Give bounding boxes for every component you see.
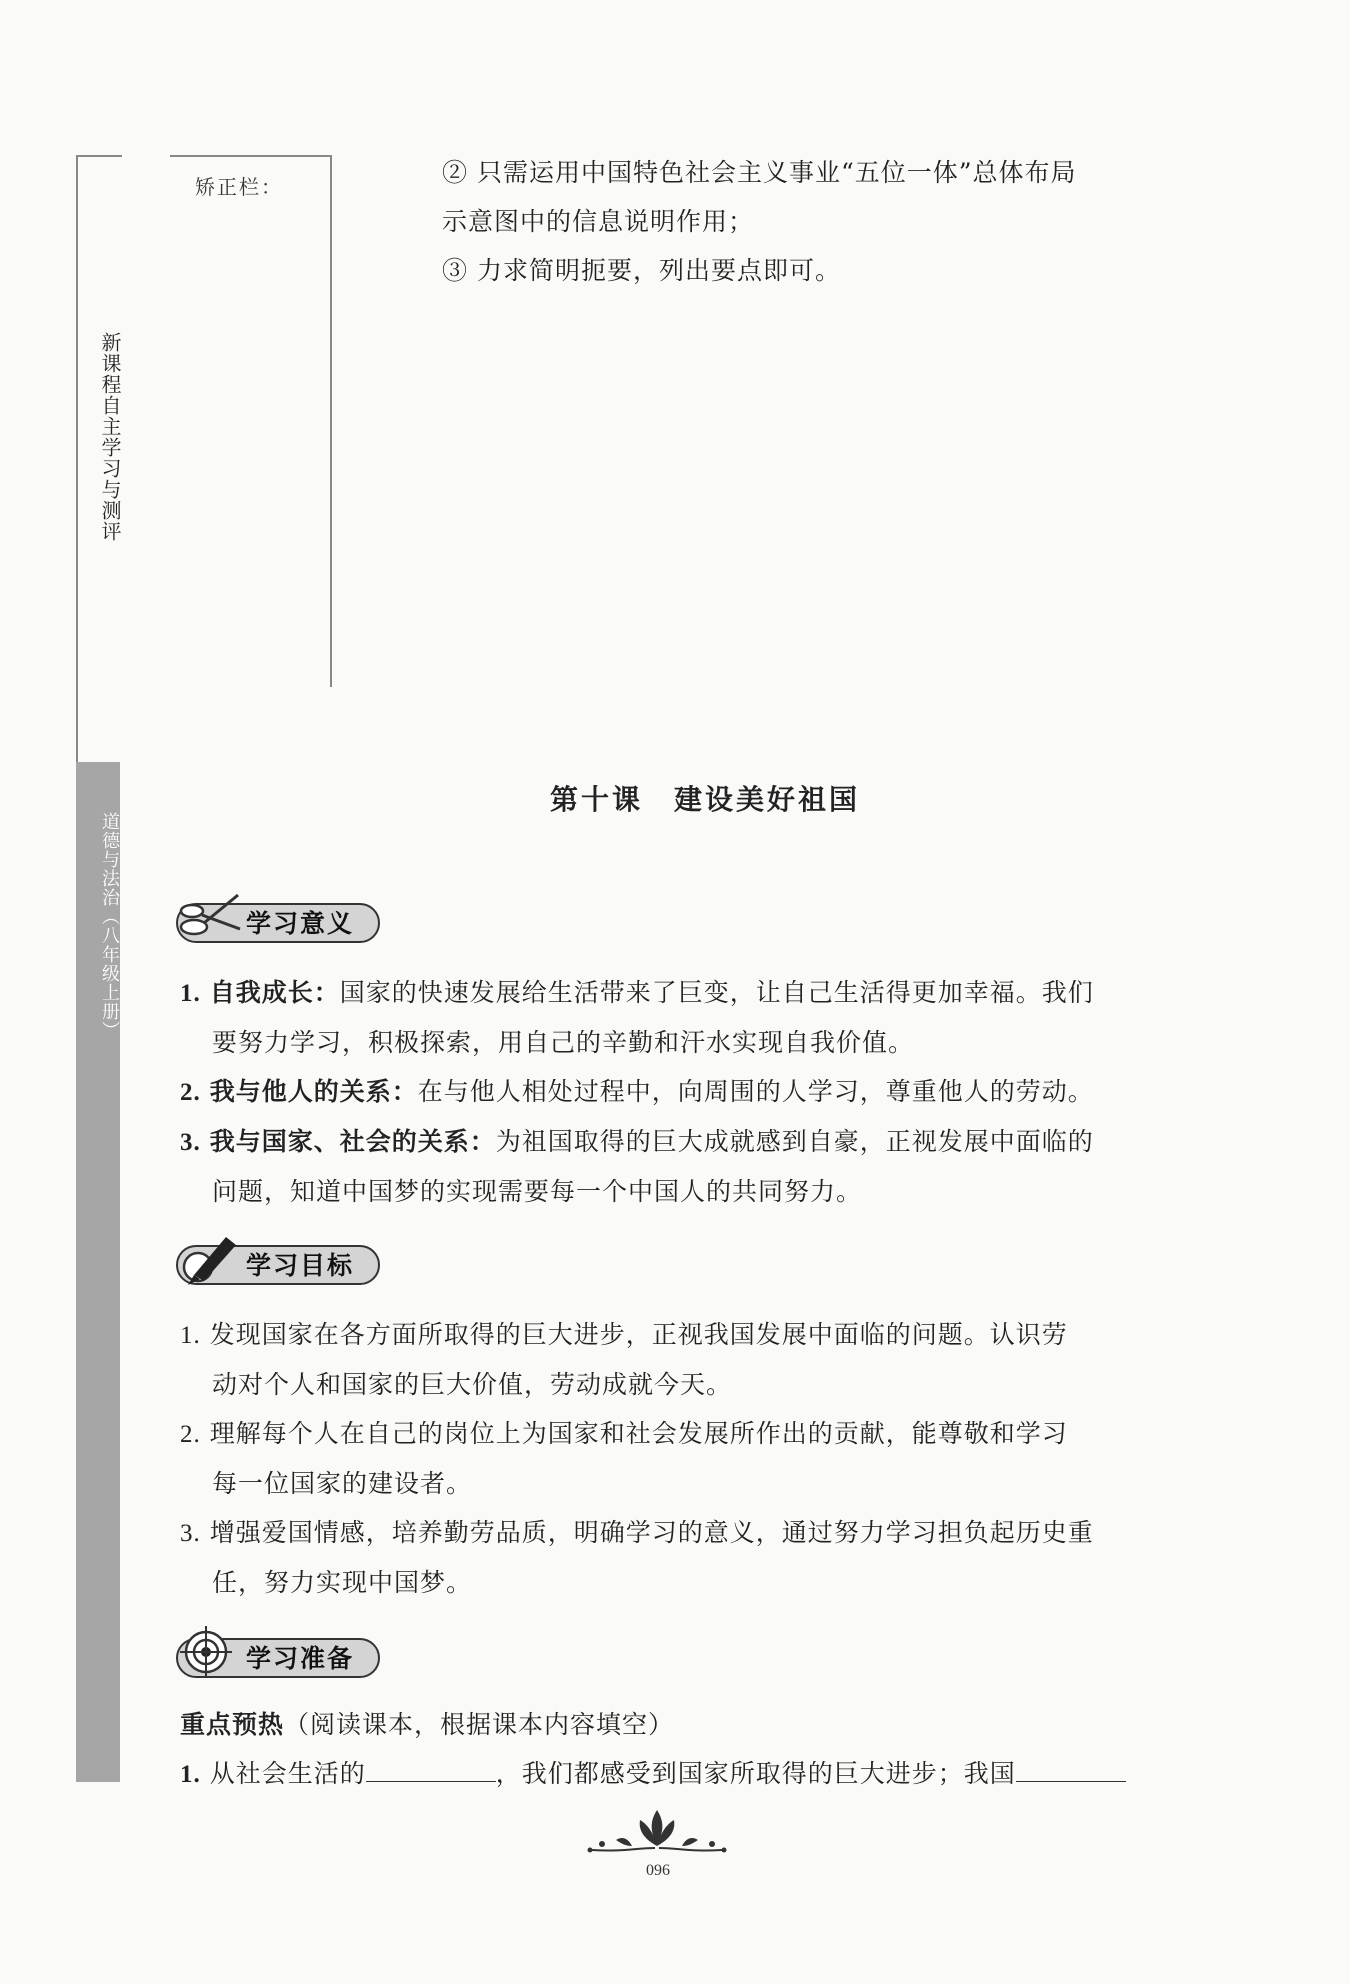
scissors-icon	[176, 889, 246, 945]
target-icon	[176, 1624, 246, 1680]
top-line-1: ② 只需运用中国特色社会主义事业“五位一体”总体布局	[442, 158, 1077, 187]
page-number: 096	[646, 1862, 670, 1879]
prep-item-1: 1. 从社会生活的 ，我们都感受到国家所取得的巨大进步；我国	[180, 1749, 1140, 1799]
correction-label: 矫正栏：	[195, 175, 283, 199]
list-item-continuation: 每一位国家的建设者。	[212, 1469, 473, 1498]
floral-ornament-icon	[582, 1806, 732, 1862]
section-header-goals	[176, 1237, 386, 1287]
list-item-continuation: 要努力学习，积极探索，用自己的辛勤和汗水实现自我价值。	[212, 1028, 915, 1057]
section-header-prep	[176, 1630, 386, 1680]
lesson-title: 第十课 建设美好祖国	[549, 783, 860, 816]
prep-subheading: 重点预热（阅读课本，根据课本内容填空）	[180, 1710, 675, 1739]
list-item: 2. 我与他人的关系：在与他人相处过程中，向周围的人学习，尊重他人的劳动。	[180, 1077, 1094, 1106]
side-strip-bottom	[76, 762, 120, 1782]
list-item: 1. 发现国家在各方面所取得的巨大进步，正视我国发展中面临的问题。认识劳	[180, 1320, 1068, 1349]
section-title-prep: 学习准备	[246, 1644, 355, 1673]
book-series-title: 新课程自主学习与测评	[98, 332, 122, 542]
section-title-meaning: 学习意义	[246, 909, 355, 938]
fill-blank[interactable]	[1016, 1755, 1126, 1782]
section-title-goals: 学习目标	[246, 1251, 355, 1280]
correction-column	[170, 155, 332, 687]
list-item: 3. 增强爱国情感，培养勤劳品质，明确学习的意义，通过努力学习担负起历史重	[180, 1518, 1094, 1547]
pen-icon	[176, 1231, 246, 1287]
top-line-3: ③ 力求简明扼要，列出要点即可。	[442, 256, 841, 285]
list-item: 2. 理解每个人在自己的岗位上为国家和社会发展所作出的贡献，能尊敬和学习	[180, 1419, 1068, 1448]
list-item: 1. 自我成长：国家的快速发展给生活带来了巨变，让自己生活得更加幸福。我们	[180, 978, 1094, 1007]
prep-block	[180, 1700, 1140, 1799]
book-subject-title: 道德与法治（八年级上册）	[99, 812, 120, 1040]
list-item-continuation: 任，努力实现中国梦。	[212, 1568, 473, 1597]
top-line-2: 示意图中的信息说明作用；	[442, 207, 755, 236]
fill-blank[interactable]	[366, 1755, 496, 1782]
section-header-meaning	[176, 895, 386, 945]
list-item-continuation: 问题，知道中国梦的实现需要每一个中国人的共同努力。	[212, 1177, 863, 1206]
meaning-list	[180, 968, 1140, 1216]
side-strip-top	[76, 155, 122, 764]
list-item: 3. 我与国家、社会的关系：为祖国取得的巨大成就感到自豪，正视发展中面临的	[180, 1127, 1094, 1156]
list-item-continuation: 动对个人和国家的巨大价值，劳动成就今天。	[212, 1370, 733, 1399]
goals-list	[180, 1310, 1140, 1607]
top-continuation	[442, 148, 1142, 295]
